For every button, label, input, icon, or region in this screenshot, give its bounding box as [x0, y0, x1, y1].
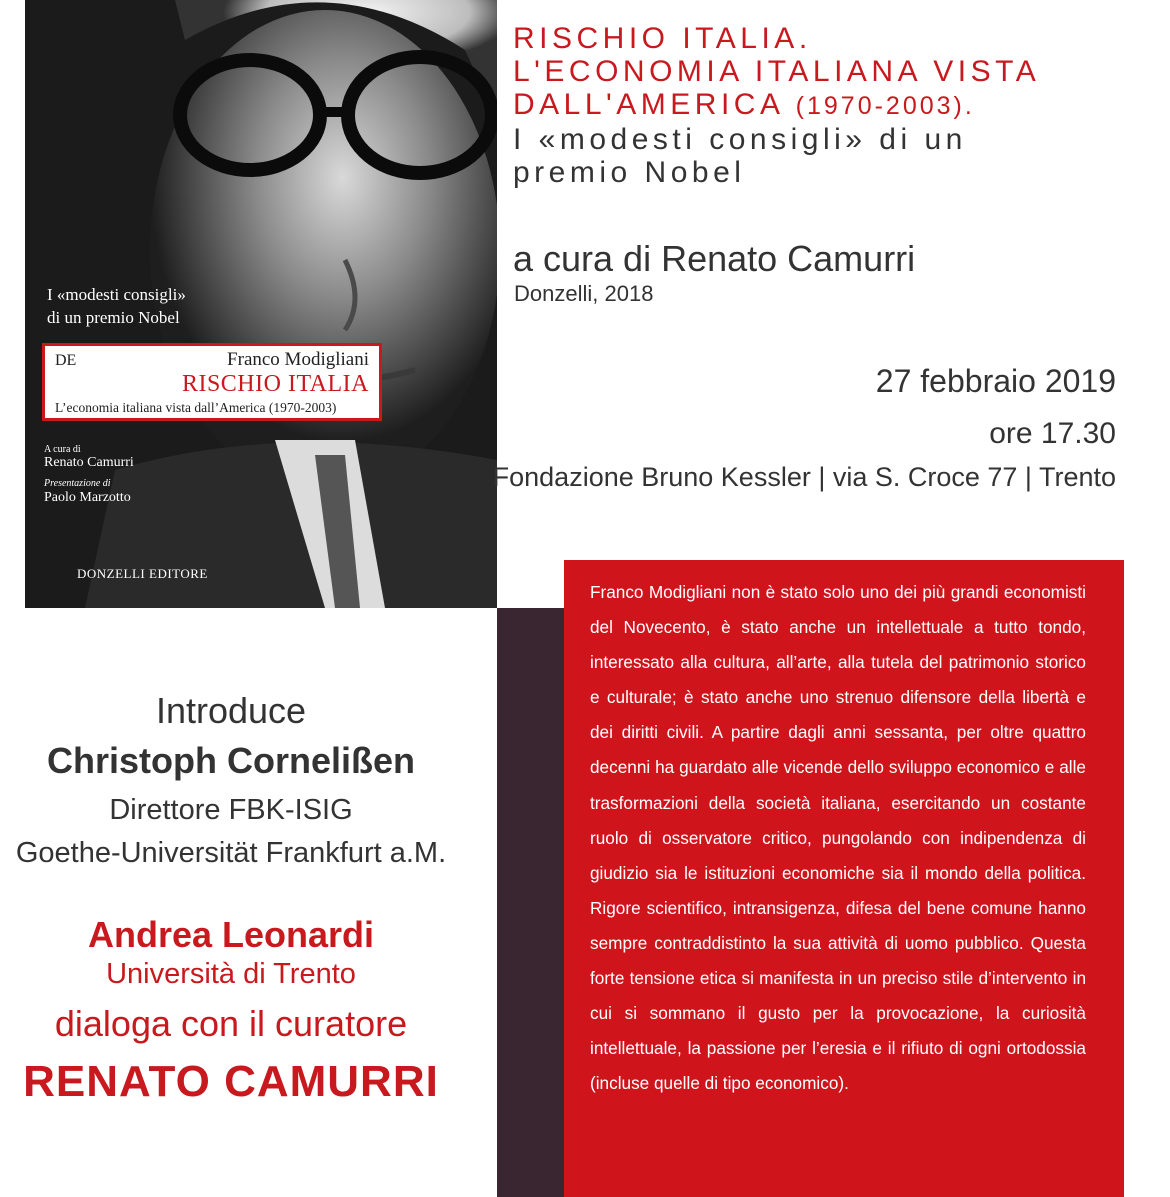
curated-by: a cura di Renato Camurri — [513, 238, 916, 279]
event-venue: Fondazione Bruno Kessler | via S. Croce 77 | Trento — [492, 462, 1116, 492]
cover-presentation-name: Paolo Marzotto — [44, 490, 131, 505]
description-text: Franco Modigliani non è stato solo uno dei più grandi economisti del Novecento, è stato anche un intellettuale a tutto tondo, interessato alla cultura, all’arte, alla tutela del patrimonio storico e culturale; è stato anche uno strenuo difensore della libertà e dei diritti civili. A partire dagli anni sessanta, per oltre quattro decenni ha guardato alle vicende dello sviluppo economico e alle trasformazioni della società italiana, esercitando un costante ruolo di osservatore critico, pungolando con indipendenza di giudizio sia le istituzioni economiche sia il mondo della politica. Rigore scientifico, intransigenza, difesa del bene comune hanno sempre contraddistinto la sua attività di uomo pubblico. Questa forte tensione etica si manifesta in un preciso stile d’intervento in cui si sommano il gusto per la provocazione, la curiosità intellettuale, la passione per l’eresia e il rifiuto di ogni ortodossia (incluse quelle di tipo economico). — [590, 582, 1086, 1094]
cover-publisher: DONZELLI EDITORE — [77, 566, 208, 581]
publisher-logo: DE — [55, 352, 77, 369]
cover-author: Franco Modigliani — [227, 349, 369, 370]
cover-tagline-line2: di un premio Nobel — [47, 308, 180, 327]
introduce-label: Introduce — [155, 690, 307, 731]
cover-tagline — [47, 283, 247, 329]
introducer-role: Direttore FBK-ISIG — [109, 794, 353, 826]
cover-curated-label: A cura di — [44, 444, 81, 455]
book-cover — [25, 0, 497, 608]
book-title-block — [513, 22, 1153, 189]
speakers-block — [0, 690, 462, 1107]
cover-curated-name: Renato Camurri — [44, 455, 134, 470]
book-subtitle-line2: premio Nobel — [513, 156, 746, 189]
introducer-affiliation: Goethe-Universität Frankfurt a.M. — [15, 837, 447, 869]
book-title-line3-text: DALL'AMERICA — [513, 88, 783, 121]
cover-title-box — [42, 343, 382, 421]
dialog-label: dialoga con il curatore — [54, 1003, 408, 1044]
discussant-affiliation: Università di Trento — [106, 958, 356, 990]
discussant-name: Andrea Leonardi — [87, 914, 375, 955]
cover-title: RISCHIO ITALIA — [181, 371, 369, 397]
event-time: ore 17.30 — [989, 417, 1116, 450]
book-title-years: (1970-2003). — [795, 92, 975, 120]
book-title-line2: L'ECONOMIA ITALIANA VISTA — [513, 55, 1041, 88]
publisher-year: Donzelli, 2018 — [514, 281, 654, 306]
curator-name: RENATO CAMURRI — [23, 1057, 439, 1106]
cover-subtitle: L’economia italiana vista dall’America (1970-2003) — [55, 400, 337, 415]
book-subtitle-line1: I «modesti consigli» di un — [513, 123, 967, 156]
book-title-line1: RISCHIO ITALIA. — [513, 22, 812, 55]
dark-accent-panel — [497, 608, 564, 1197]
cover-tagline-line1: I «modesti consigli» — [47, 285, 186, 304]
introducer-name: Christoph Cornelißen — [47, 740, 415, 781]
cover-presentation-label: Presentazione di — [44, 478, 111, 489]
description-panel — [564, 560, 1124, 1197]
event-date: 27 febbraio 2019 — [875, 363, 1116, 399]
book-title-line3 — [513, 88, 1153, 123]
